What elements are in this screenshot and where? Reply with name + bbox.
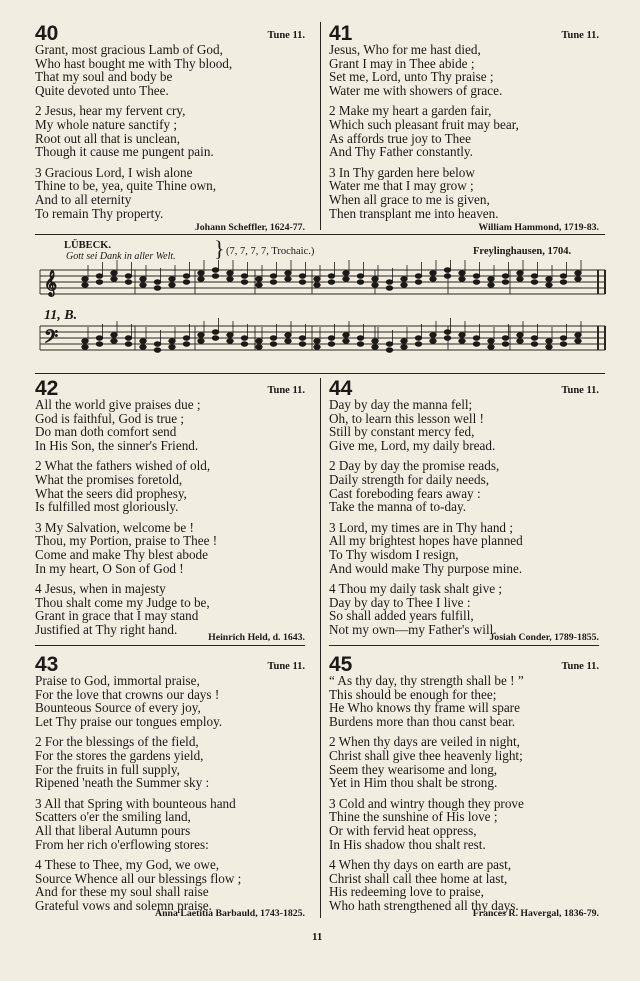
verse-line: All that liberal Autumn pours	[35, 822, 191, 838]
note-head	[241, 342, 247, 347]
verse-line: What the seers did prophesy,	[35, 485, 187, 501]
note-head	[343, 339, 349, 344]
verse-line: What the promises foretold,	[35, 471, 183, 487]
note-head	[241, 336, 247, 341]
note-head	[96, 274, 102, 279]
verse-line: Jesus, Who for me hast died,	[329, 42, 481, 57]
note-head	[488, 277, 494, 282]
verse-line: His redeeming love to praise,	[329, 884, 484, 900]
note-head	[140, 283, 146, 288]
verse-line: 2 What the fathers wished of old,	[35, 458, 211, 474]
verse-line: Do man doth comfort send	[35, 424, 177, 440]
verse-line: Thou shalt come my Judge to be,	[35, 594, 210, 610]
verse-line: And for these my soul shall raise	[35, 884, 209, 900]
hymn-number: 43	[35, 653, 59, 676]
note-head	[169, 283, 175, 288]
note-head	[517, 271, 523, 276]
note-head	[285, 271, 291, 276]
hymn-tune-ref: Tune 11.	[267, 30, 305, 41]
verse-line: As affords true joy to Thee	[329, 130, 471, 146]
note-head	[314, 345, 320, 350]
note-head	[227, 339, 233, 344]
verse-line: 2 Jesus, hear my fervent cry,	[35, 103, 186, 119]
note-head	[212, 330, 218, 335]
note-head	[125, 342, 131, 347]
hymn-tune-ref: Tune 11.	[561, 30, 599, 41]
verse-line: 4 Jesus, when in majesty	[35, 581, 166, 597]
note-head	[111, 339, 117, 344]
hymn-author: Johann Scheffler, 1624-77.	[194, 222, 305, 233]
note-head	[386, 286, 392, 291]
verse-line: To remain Thy property.	[35, 205, 164, 221]
note-head	[169, 277, 175, 282]
verse-line: Root out all that is unclean,	[35, 130, 181, 146]
verse-line: For the stores the gardens yield,	[35, 747, 204, 763]
verse-line: In His shadow thou shalt rest.	[329, 836, 486, 852]
verse-line: Give me, Lord, my daily bread.	[329, 437, 496, 453]
note-head	[256, 283, 262, 288]
note-head	[125, 280, 131, 285]
hymn-43	[35, 653, 305, 920]
verse-line: My whole nature sanctify ;	[35, 116, 178, 132]
note-head	[357, 274, 363, 279]
note-head	[140, 339, 146, 344]
note-head	[314, 339, 320, 344]
note-head	[444, 336, 450, 341]
note-head	[198, 339, 204, 344]
note-head	[198, 277, 204, 282]
verse-line: Scatters o'er the smiling land,	[35, 809, 191, 825]
page-number: 11	[312, 931, 323, 943]
verse-line: Oh, to learn this lesson well !	[329, 410, 484, 426]
note-head	[154, 280, 160, 285]
verse-line: All the world give praises due ;	[35, 397, 201, 412]
note-head	[343, 277, 349, 282]
note-head	[401, 277, 407, 282]
note-head	[314, 283, 320, 288]
note-head	[415, 336, 421, 341]
note-head	[372, 283, 378, 288]
verse-line: 2 When thy days are veiled in night,	[329, 734, 520, 750]
note-head	[285, 333, 291, 338]
note-head	[473, 342, 479, 347]
note-head	[299, 280, 305, 285]
hymn-tune-ref: Tune 11.	[267, 385, 305, 396]
verse-line: 2 Day by day the promise reads,	[329, 458, 500, 474]
note-head	[560, 336, 566, 341]
hymn-verses	[35, 43, 315, 220]
note-head	[560, 274, 566, 279]
hymn-author: William Hammond, 1719-83.	[478, 222, 599, 233]
note-head	[401, 283, 407, 288]
note-head	[169, 339, 175, 344]
hymn-45	[329, 653, 599, 920]
note-head	[444, 330, 450, 335]
verse-line: 3 Lord, my times are in Thy hand ;	[329, 519, 513, 535]
note-head	[502, 280, 508, 285]
note-head	[154, 342, 160, 347]
note-head	[96, 280, 102, 285]
note-head	[459, 339, 465, 344]
verse-line: Or with fervid heat oppress,	[329, 822, 477, 838]
note-head	[256, 345, 262, 350]
verse-line: Come and make Thy blest abode	[35, 546, 208, 562]
note-head	[386, 348, 392, 353]
hymn-41	[329, 22, 599, 233]
verse-line: 3 All that Spring with bounteous hand	[35, 795, 236, 811]
note-head	[285, 339, 291, 344]
hymn-verses	[35, 398, 315, 637]
verse-line: God is faithful, God is true ;	[35, 410, 185, 426]
note-head	[183, 342, 189, 347]
note-head	[546, 277, 552, 282]
note-head	[125, 274, 131, 279]
hymn-tune-ref: Tune 11.	[267, 661, 305, 672]
note-head	[415, 280, 421, 285]
note-head	[140, 277, 146, 282]
verse-line: Day by day to Thee I live :	[329, 594, 471, 610]
verse-line: Praise to God, immortal praise,	[35, 673, 200, 688]
note-head	[285, 277, 291, 282]
note-head	[502, 274, 508, 279]
note-head	[96, 336, 102, 341]
verse-line: And Thy Father constantly.	[329, 144, 473, 160]
note-head	[227, 277, 233, 282]
hymn-tune-ref: Tune 11.	[561, 385, 599, 396]
note-head	[212, 336, 218, 341]
verse-line: In His Son, the sinner's Friend.	[35, 437, 199, 453]
note-head	[444, 274, 450, 279]
note-head	[227, 333, 233, 338]
hymn-author: Heinrich Held, d. 1643.	[208, 632, 305, 643]
note-head	[575, 333, 581, 338]
hymn-number: 44	[329, 377, 353, 400]
verse-line: 4 When thy days on earth are past,	[329, 857, 512, 873]
verse-line: Grateful vows and solemn praise.	[35, 897, 212, 913]
note-head	[169, 345, 175, 350]
verse-line: Daily strength for daily needs,	[329, 471, 490, 487]
verse-line: 3 My Salvation, welcome be !	[35, 519, 194, 535]
note-head	[430, 333, 436, 338]
note-head	[343, 271, 349, 276]
note-head	[517, 333, 523, 338]
note-head	[183, 274, 189, 279]
verse-line: Source Whence all our blessings flow ;	[35, 870, 242, 886]
section-divider-top	[35, 234, 605, 235]
hymn-author: Frances R. Havergal, 1836-79.	[472, 908, 599, 919]
note-head	[531, 274, 537, 279]
verse-line: “ As thy day, thy strength shall be ! ”	[329, 673, 524, 688]
verse-line: All my brightest hopes have planned	[329, 533, 523, 549]
note-head	[473, 336, 479, 341]
verse-line: Day by day the manna fell;	[329, 397, 473, 412]
note-head	[517, 277, 523, 282]
note-head	[459, 333, 465, 338]
note-head	[517, 339, 523, 344]
note-head	[430, 277, 436, 282]
note-head	[241, 274, 247, 279]
verse-line: Which such pleasant fruit may bear,	[329, 116, 519, 132]
note-head	[125, 336, 131, 341]
note-head	[328, 280, 334, 285]
note-head	[531, 280, 537, 285]
note-head	[328, 336, 334, 341]
column-divider-bottom	[320, 378, 321, 918]
verse-line: And to all eternity	[35, 191, 132, 207]
verse-line: Seem they wearisome and long,	[329, 761, 498, 777]
note-head	[198, 333, 204, 338]
note-head	[343, 333, 349, 338]
treble-clef-icon: 𝄞	[44, 271, 58, 296]
note-head	[270, 342, 276, 347]
staff-lines	[40, 270, 605, 350]
note-head	[546, 339, 552, 344]
note-head	[430, 271, 436, 276]
verse-line: Grant I may in Thee abide ;	[329, 55, 475, 71]
note-head	[386, 342, 392, 347]
hymn-number: 41	[329, 22, 353, 45]
hymn-author: Anna Laetitia Barbauld, 1743-1825.	[155, 908, 305, 919]
note-head	[575, 271, 581, 276]
note-head	[357, 342, 363, 347]
note-head	[198, 271, 204, 276]
note-head	[357, 336, 363, 341]
verse-line: So shall added years fulfill,	[329, 608, 474, 624]
note-head	[415, 342, 421, 347]
note-head	[531, 342, 537, 347]
hymn-verses	[35, 674, 315, 913]
verse-line: Thou, my Portion, praise to Thee !	[35, 533, 218, 549]
note-head	[430, 339, 436, 344]
verse-line: 3 Gracious Lord, I wish alone	[35, 164, 193, 180]
note-head	[488, 339, 494, 344]
note-head	[314, 277, 320, 282]
column-divider-top	[320, 22, 321, 230]
note-head	[560, 280, 566, 285]
note-head	[372, 339, 378, 344]
note-head	[111, 271, 117, 276]
note-head	[401, 345, 407, 350]
note-head	[401, 339, 407, 344]
hymn-40	[35, 22, 305, 233]
verse-line: That my soul and body be	[35, 69, 173, 85]
note-head	[256, 339, 262, 344]
verse-line: Christ shall give thee heavenly light;	[329, 747, 523, 763]
verse-line: 3 In Thy garden here below	[329, 164, 475, 180]
verse-line: Thine the sunshine of His love ;	[329, 809, 498, 825]
note-head	[241, 280, 247, 285]
tune-composer: Freylinghausen, 1704.	[473, 246, 572, 257]
note-head	[459, 277, 465, 282]
verse-line: Set me, Lord, unto Thy praise ;	[329, 69, 494, 85]
note-head	[299, 336, 305, 341]
note-head	[575, 277, 581, 282]
note-head	[372, 277, 378, 282]
note-head	[560, 342, 566, 347]
note-head	[444, 268, 450, 273]
verse-line: Who hath strengthened all thy days.	[329, 897, 519, 913]
verse-line: Quite devoted unto Thee.	[35, 82, 169, 98]
note-head	[96, 342, 102, 347]
verse-line: Bounteous Source of every joy,	[35, 700, 201, 716]
verse-line: Grant, most gracious Lamb of God,	[35, 42, 223, 57]
verse-line: Though it cause me pungent pain.	[35, 144, 214, 160]
verse-line: In my heart, O Son of God !	[35, 560, 184, 576]
verse-line: Who hast bought me with Thy blood,	[35, 55, 233, 71]
hymn-verses	[329, 674, 609, 913]
note-head	[386, 280, 392, 285]
bass-clef-icon: 𝄢	[44, 327, 59, 352]
hymn-44	[329, 377, 599, 644]
verse-line: 2 Make my heart a garden fair,	[329, 103, 492, 119]
note-head	[459, 271, 465, 276]
tune-subtitle: Gott sei Dank in aller Welt.	[66, 251, 176, 262]
hymn-verses	[329, 398, 609, 637]
hymn-verses	[329, 43, 609, 220]
note-head	[473, 280, 479, 285]
verse-line: Yet in Him thou shalt be strong.	[329, 775, 498, 791]
note-head	[531, 336, 537, 341]
verse-line: Take the manna of to-day.	[329, 499, 466, 515]
verse-line: Justified at Thy right hand.	[35, 621, 178, 637]
verse-line: He Who knows thy frame will spare	[329, 700, 520, 716]
note-head	[111, 333, 117, 338]
tune-name: LÜBECK.	[64, 240, 111, 251]
verse-line: Ripened 'neath the Summer sky :	[35, 775, 210, 791]
note-head	[82, 277, 88, 282]
verse-line: Not my own—my Father's will.	[329, 621, 497, 637]
music-notes	[44, 260, 581, 352]
note-head	[502, 342, 508, 347]
verse-line: From her rich o'erflowing stores:	[35, 836, 209, 852]
note-head	[212, 274, 218, 279]
note-head	[372, 345, 378, 350]
note-head	[183, 336, 189, 341]
note-head	[546, 283, 552, 288]
verse-line: 4 These to Thee, my God, we owe,	[35, 857, 220, 873]
section-divider-middle-right	[329, 645, 599, 646]
note-head	[256, 277, 262, 282]
verse-line: Grant in grace that I may stand	[35, 608, 199, 624]
hymn-number: 40	[35, 22, 59, 45]
note-head	[82, 283, 88, 288]
note-head	[328, 342, 334, 347]
hymn-author: Josiah Conder, 1789-1855.	[489, 632, 599, 643]
verse-line: Christ shall call thee home at last,	[329, 870, 508, 886]
verse-line: For the love that crowns our days !	[35, 686, 220, 702]
note-head	[154, 348, 160, 353]
music-notation	[0, 260, 640, 380]
hymn-42	[35, 377, 305, 644]
note-head	[299, 342, 305, 347]
note-head	[270, 274, 276, 279]
verse-line: Thine to be, yea, quite Thine own,	[35, 178, 217, 194]
verse-line: Water me with showers of grace.	[329, 82, 503, 98]
verse-line: Still by constant mercy fed,	[329, 424, 475, 440]
hymn-number: 42	[35, 377, 59, 400]
tune-meter: (7, 7, 7, 7, Trochaic.)	[226, 246, 315, 257]
note-head	[488, 345, 494, 350]
tune-number-label: 11, B.	[44, 308, 78, 323]
note-head	[140, 345, 146, 350]
note-head	[357, 280, 363, 285]
verse-line: Then transplant me into heaven.	[329, 205, 499, 221]
note-head	[154, 286, 160, 291]
verse-line: Is fulfilled most gloriously.	[35, 499, 179, 515]
verse-line: This should be enough for thee;	[329, 686, 497, 702]
note-head	[183, 280, 189, 285]
note-head	[270, 280, 276, 285]
note-head	[111, 277, 117, 282]
verse-line: 3 Cold and wintry though they prove	[329, 795, 524, 811]
note-head	[299, 274, 305, 279]
note-head	[212, 268, 218, 273]
verse-line: Burdens more than thou canst bear.	[329, 713, 516, 729]
note-head	[473, 274, 479, 279]
verse-line: And would make Thy purpose mine.	[329, 560, 523, 576]
note-head	[270, 336, 276, 341]
note-head	[415, 274, 421, 279]
note-head	[575, 339, 581, 344]
note-head	[488, 283, 494, 288]
verse-line: Let Thy praise our tongues employ.	[35, 713, 223, 729]
verse-line: Water me that I may grow ;	[329, 178, 474, 194]
hymn-number: 45	[329, 653, 353, 676]
section-divider-middle-left	[35, 645, 305, 646]
verse-line: 4 Thou my daily task shalt give ;	[329, 581, 503, 597]
note-head	[546, 345, 552, 350]
note-head	[328, 274, 334, 279]
verse-line: Cast foreboding fears away :	[329, 485, 481, 501]
verse-line: For the fruits in full supply,	[35, 761, 180, 777]
verse-line: When all grace to me is given,	[329, 191, 490, 207]
note-head	[82, 345, 88, 350]
hymn-tune-ref: Tune 11.	[561, 661, 599, 672]
verse-line: 2 For the blessings of the field,	[35, 734, 199, 750]
note-head	[227, 271, 233, 276]
brace-icon: }	[214, 236, 225, 261]
verse-line: To Thy wisdom I resign,	[329, 546, 459, 562]
note-head	[82, 339, 88, 344]
note-head	[502, 336, 508, 341]
